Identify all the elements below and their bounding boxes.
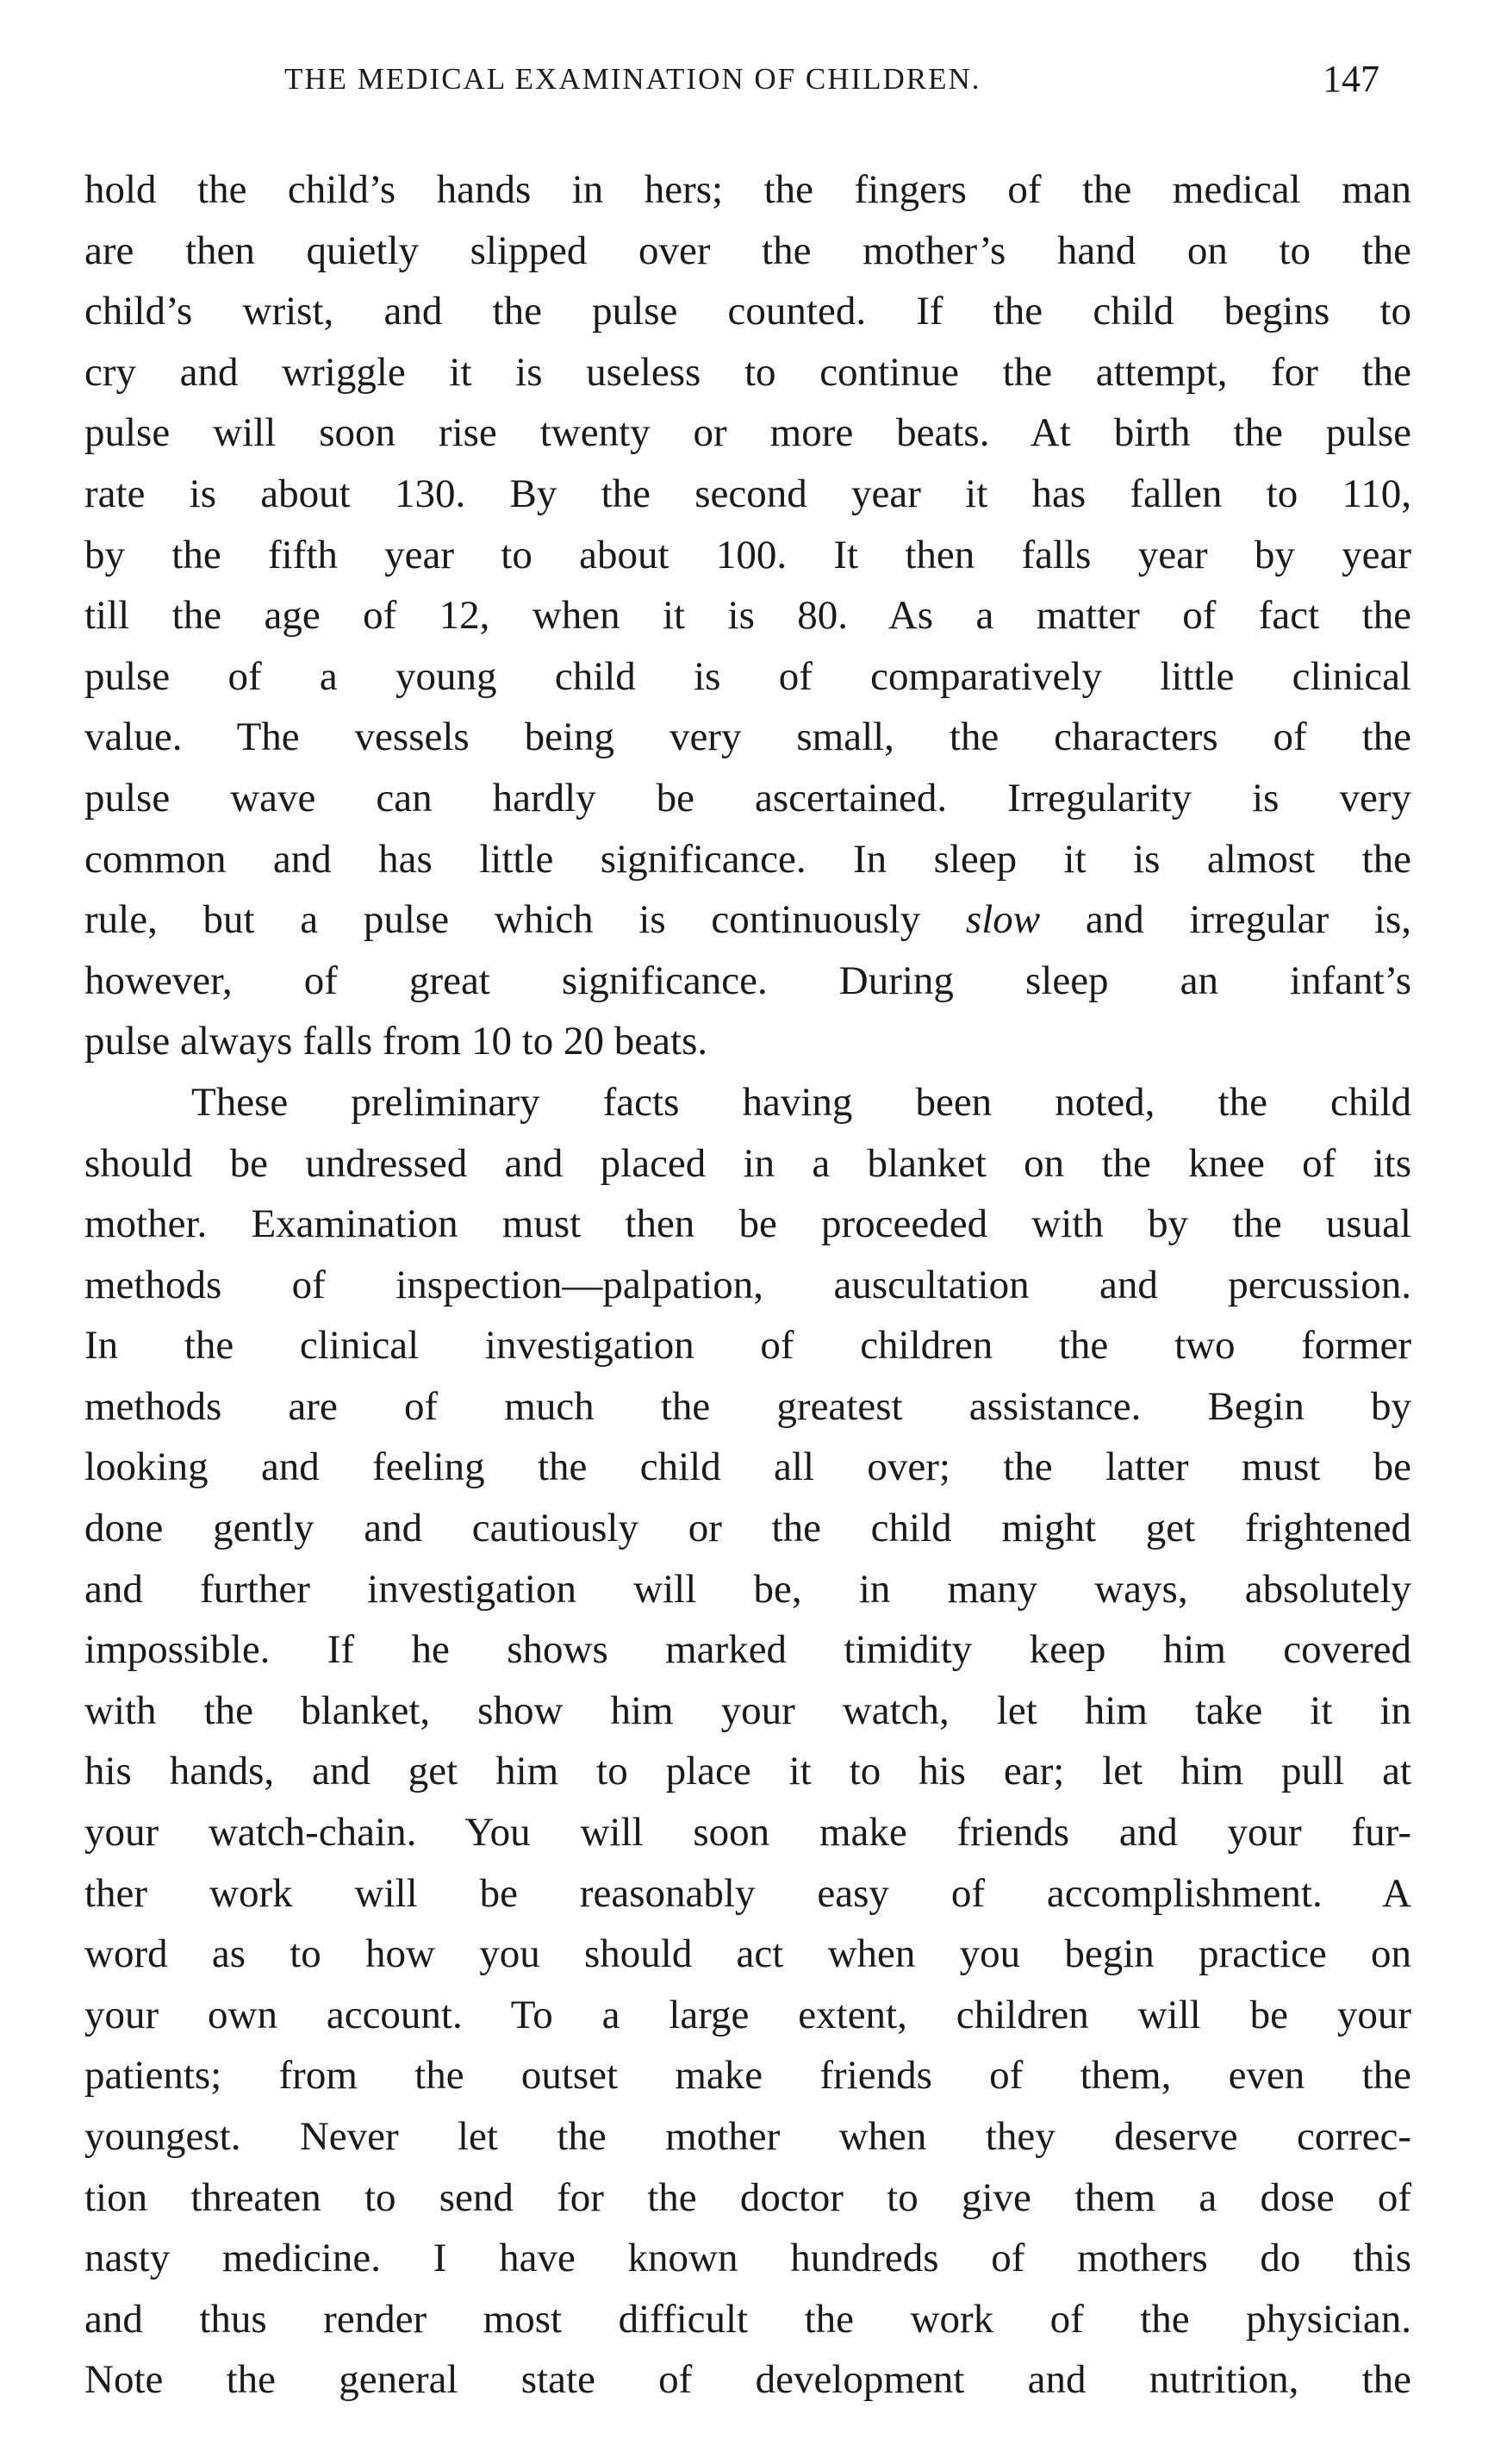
text-line: methods are of much the greatest assistance. Begin by [84, 1383, 1411, 1429]
text-line: word as to how you should act when you begin practice on [84, 1931, 1411, 1977]
running-title: THE MEDICAL EXAMINATION OF CHILDREN. [284, 62, 981, 96]
text-line: his hands, and get him to place it to his ear; let him pull at [84, 1749, 1411, 1794]
text-line: with the blanket, show him your watch, let him take it in [84, 1687, 1411, 1733]
text-line: In the clinical investigation of children the two former [84, 1323, 1411, 1369]
text-line: your own account. To a large extent, children will be your [84, 1992, 1411, 2037]
text-line: child’s wrist, and the pulse counted. If the child begins to [84, 289, 1411, 334]
text-line: should be undressed and placed in a blanket on the knee of its [84, 1140, 1411, 1186]
paragraph-pulse [84, 159, 1411, 1072]
text-line: pulse of a young child is of comparatively little clinical [84, 653, 1411, 699]
text-line: are then quietly slipped over the mother’s hand on to the [84, 228, 1411, 273]
text-line: and thus render most difficult the work of the physician. [84, 2296, 1411, 2342]
text-line: mother. Examination must then be proceeded with by the usual [84, 1201, 1411, 1247]
italic-word: slow [965, 897, 1041, 943]
text-line: youngest. Never let the mother when they deserve correc- [84, 2114, 1411, 2159]
text-line: common and has little significance. In sleep it is almost the [84, 836, 1411, 882]
text-line: however, of great significance. During sleep an infant’s [84, 958, 1411, 1003]
text-line: pulse will soon rise twenty or more beats. At birth the pulse [84, 410, 1411, 456]
text-segment: rule, but a pulse which is continuously [84, 897, 966, 943]
text-line: pulse wave can hardly be ascertained. Irregularity is very [84, 775, 1411, 820]
text-line: looking and feeling the child all over; the latter must be [84, 1444, 1411, 1490]
text-line: your watch-chain. You will soon make friends and your fur- [84, 1810, 1411, 1856]
text-line: hold the child’s hands in hers; the fingers of the medical man [84, 167, 1411, 212]
text-line: ther work will be reasonably easy of accomplishment. A [84, 1870, 1411, 1916]
text-line: by the fifth year to about 100. It then falls year by year [84, 532, 1411, 577]
page-number: 147 [1323, 58, 1379, 100]
text-line: pulse always falls from 10 to 20 beats. [84, 1019, 708, 1064]
text-line: These preliminary facts having been noted, the child [191, 1079, 1411, 1125]
text-line: nasty medicine. I have known hundreds of mothers do this [84, 2236, 1411, 2281]
running-head [284, 53, 1404, 105]
text-line: Note the general state of development and nutrition, the [84, 2357, 1411, 2403]
text-segment: and irregular is, [1040, 897, 1411, 943]
text-line: impossible. If he shows marked timidity keep him covered [84, 1627, 1411, 1673]
text-line-with-italic [84, 889, 1411, 951]
text-line: cry and wriggle it is useless to continue the attempt, for the [84, 349, 1411, 395]
text-line: done gently and cautiously or the child might get frightened [84, 1506, 1411, 1551]
text-line: methods of inspection—palpation, auscultation and percussion. [84, 1262, 1411, 1307]
text-line: and further investigation will be, in many ways, absolutely [84, 1566, 1411, 1612]
text-line: patients; from the outset make friends of them, even the [84, 2053, 1411, 2099]
paragraph-examination [84, 1072, 1411, 2411]
body-text [84, 159, 1411, 2411]
text-line: rate is about 130. By the second year it has fallen to 110, [84, 471, 1411, 516]
text-line: till the age of 12, when it is 80. As a matter of fact the [84, 593, 1411, 639]
text-line: tion threaten to send for the doctor to give them a dose of [84, 2174, 1411, 2220]
text-line: value. The vessels being very small, the characters of the [84, 714, 1411, 760]
